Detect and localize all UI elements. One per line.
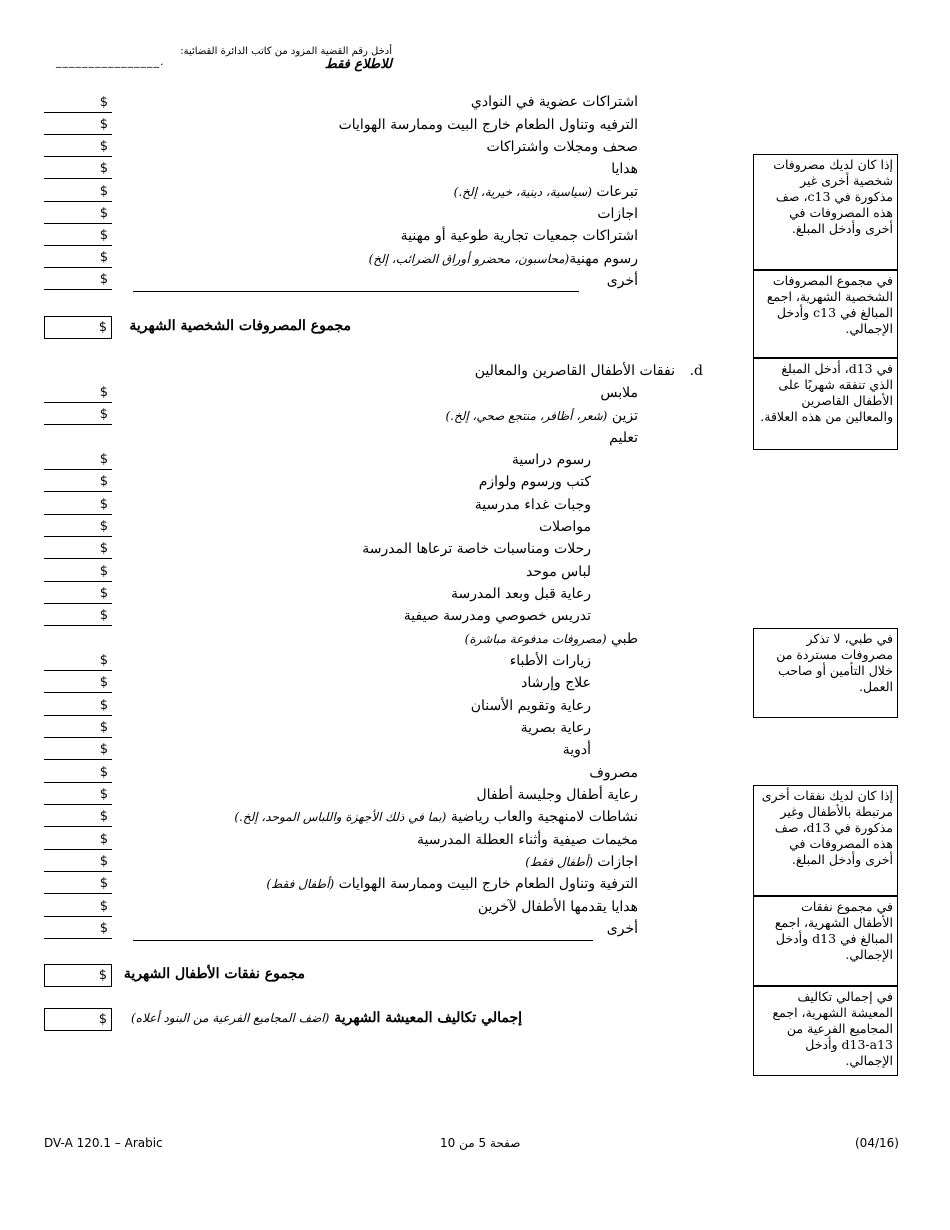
amount-field[interactable]: $ bbox=[44, 116, 112, 135]
amount-field[interactable]: $ bbox=[44, 563, 112, 582]
amount-field[interactable]: $ bbox=[44, 540, 112, 559]
form-id: DV-A 120.1 – Arabic bbox=[44, 1136, 163, 1150]
item-vacations: اجازات bbox=[597, 206, 638, 222]
amount-field[interactable]: $ bbox=[44, 518, 112, 537]
amount-field[interactable]: $ bbox=[44, 271, 112, 290]
amount-field[interactable]: $ bbox=[44, 160, 112, 179]
amount-field[interactable]: $ bbox=[44, 697, 112, 716]
grand-total-field[interactable]: $ bbox=[44, 1008, 112, 1031]
item-newspapers: صحف ومجلات واشتراكات bbox=[486, 139, 638, 155]
item-child-gifts: هدايا يقدمها الأطفال لآخرين bbox=[477, 899, 638, 915]
other-personal-description-line[interactable] bbox=[133, 291, 579, 292]
other-child-description-line[interactable] bbox=[133, 940, 593, 941]
item-club-memberships: اشتراكات عضوية في النوادي bbox=[470, 94, 638, 110]
med-vision: رعاية بصرية bbox=[520, 720, 591, 736]
amount-field[interactable]: $ bbox=[44, 451, 112, 470]
amount-field[interactable]: $ bbox=[44, 227, 112, 246]
amount-field[interactable]: $ bbox=[44, 808, 112, 827]
instruction-box-grand-total: في إجمالي تكاليف المعيشة الشهرية، اجمع المجاميع الفرعية من d13-a13 وأدخل الإجمالي. bbox=[753, 986, 898, 1076]
item-other-personal: أخرى bbox=[606, 273, 638, 289]
instruction-box-d13: في d13، أدخل المبلغ الذي تنفقه شهريًا على الأطفال القاصرين والمعالين من هذه العلاقة. bbox=[753, 358, 898, 450]
item-gifts: هدايا bbox=[611, 161, 638, 177]
info-only-label: للاطلاع فقط bbox=[324, 57, 392, 72]
revision-date: (04/16) bbox=[855, 1136, 899, 1150]
amount-field[interactable]: $ bbox=[44, 384, 112, 403]
amount-field[interactable]: $ bbox=[44, 764, 112, 783]
edu-trips: رحلات ومناسبات خاصة ترعاها المدرسة bbox=[362, 541, 591, 557]
item-professional-fees: رسوم مهنية(محاسبون، محضرو أوراق الضرائب، إلخ) bbox=[368, 251, 638, 267]
med-doctor-visits: زيارات الأطباء bbox=[509, 653, 591, 669]
edu-transport: مواصلات bbox=[538, 519, 591, 535]
item-donations: تبرعات (سياسية، دينية، خيرية، إلخ.) bbox=[453, 184, 638, 200]
instruction-box-children-total: في مجموع نفقات الأطفال الشهرية، اجمع المبالغ في d13 وأدخل الإجمالي. bbox=[753, 896, 898, 986]
amount-field[interactable]: $ bbox=[44, 473, 112, 492]
edu-lunches: وجبات غداء مدرسية bbox=[474, 497, 591, 513]
amount-field[interactable]: $ bbox=[44, 607, 112, 626]
amount-field[interactable]: $ bbox=[44, 652, 112, 671]
children-total-field[interactable]: $ bbox=[44, 964, 112, 987]
section-d-title: نفقات الأطفال القاصرين والمعالين bbox=[474, 363, 675, 379]
amount-field[interactable]: $ bbox=[44, 875, 112, 894]
item-camps: مخيمات صيفية وأثناء العطلة المدرسية bbox=[417, 832, 638, 848]
edu-tutoring: تدريس خصوصي ومدرسة صيفية bbox=[403, 608, 591, 624]
amount-field[interactable]: $ bbox=[44, 719, 112, 738]
amount-field[interactable]: $ bbox=[44, 94, 112, 113]
edu-before-after-care: رعاية قبل وبعد المدرسة bbox=[450, 586, 591, 602]
amount-field[interactable]: $ bbox=[44, 138, 112, 157]
education-heading: تعليم bbox=[609, 430, 638, 446]
item-associations: اشتراكات جمعيات تجارية طوعية أو مهنية bbox=[400, 228, 638, 244]
edu-books: كتب ورسوم ولوازم bbox=[478, 474, 591, 490]
personal-total-label: مجموع المصروفات الشخصية الشهرية bbox=[129, 318, 351, 334]
grand-total-label: إجمالي تكاليف المعيشة الشهرية (اضف المجاميع الفرعية من البنود أعلاه) bbox=[131, 1010, 522, 1026]
instruction-box-other-child: إذا كان لديك نفقات أخرى مرتبطة بالأطفال وغير مذكورة في d13، صف هذه المصروفات في أخرى وأدخل المبلغ. bbox=[753, 785, 898, 896]
amount-field[interactable]: $ bbox=[44, 205, 112, 224]
amount-field[interactable]: $ bbox=[44, 183, 112, 202]
amount-field[interactable]: $ bbox=[44, 786, 112, 805]
item-childcare: رعاية أطفال وجليسة أطفال bbox=[476, 787, 638, 803]
item-allowance: مصروف bbox=[589, 765, 638, 781]
amount-field[interactable]: $ bbox=[44, 674, 112, 693]
item-other-child: أخرى bbox=[606, 921, 638, 937]
item-extracurricular: نشاطات لامنهجية والعاب رياضية (بما في ذلك الأجهزة واللباس الموحد، إلخ.) bbox=[234, 809, 638, 825]
amount-field[interactable]: $ bbox=[44, 853, 112, 872]
amount-field[interactable]: $ bbox=[44, 831, 112, 850]
amount-field[interactable]: $ bbox=[44, 920, 112, 939]
instruction-box-medical: في طبي، لا تذكر مصروفات مستردة من خلال التأمين أو صاحب العمل. bbox=[753, 628, 898, 718]
amount-field[interactable]: $ bbox=[44, 496, 112, 515]
amount-field[interactable]: $ bbox=[44, 406, 112, 425]
case-number-blank[interactable]: ________________. bbox=[56, 55, 165, 68]
amount-field[interactable]: $ bbox=[44, 898, 112, 917]
edu-tuition: رسوم دراسية bbox=[511, 452, 591, 468]
amount-field[interactable]: $ bbox=[44, 249, 112, 268]
case-number-prompt: أدخل رقم القضية المزود من كاتب الدائرة القضائية: للاطلاع فقط bbox=[180, 46, 392, 72]
personal-total-field[interactable]: $ bbox=[44, 316, 112, 339]
edu-uniform: لباس موحد bbox=[525, 564, 591, 580]
med-medications: أدوية bbox=[562, 742, 591, 758]
instruction-box-personal-total: في مجموع المصروفات الشخصية الشهرية، اجمع المبالغ في c13 وأدخل الإجمالي. bbox=[753, 270, 898, 358]
section-d-letter: d. bbox=[689, 363, 703, 379]
item-grooming: تزين (شعر، أظافر، منتجع صحي، إلخ.) bbox=[445, 408, 638, 424]
med-dental: رعاية وتقويم الأسنان bbox=[470, 698, 591, 714]
page-number: صفحة 5 من 10 bbox=[440, 1136, 521, 1150]
amount-field[interactable]: $ bbox=[44, 741, 112, 760]
children-total-label: مجموع نفقات الأطفال الشهرية bbox=[123, 966, 305, 982]
item-child-vacations: اجازات (أطفال فقط) bbox=[525, 854, 638, 870]
med-therapy: علاج وإرشاد bbox=[521, 675, 591, 691]
amount-field[interactable]: $ bbox=[44, 585, 112, 604]
item-child-recreation: الترفية وتناول الطعام خارج البيت وممارسة الهوايات (أطفال فقط) bbox=[266, 876, 638, 892]
medical-heading: طبي (مصروفات مدفوعة مباشرة) bbox=[464, 631, 638, 647]
item-clothes: ملابس bbox=[600, 385, 638, 401]
item-recreation: الترفيه وتناول الطعام خارج البيت وممارسة الهوايات bbox=[338, 117, 638, 133]
instruction-box-other-personal: إذا كان لديك مصروفات شخصية أخرى غير مذكورة في c13، صف هذه المصروفات في أخرى وأدخل المبلغ. bbox=[753, 154, 898, 270]
